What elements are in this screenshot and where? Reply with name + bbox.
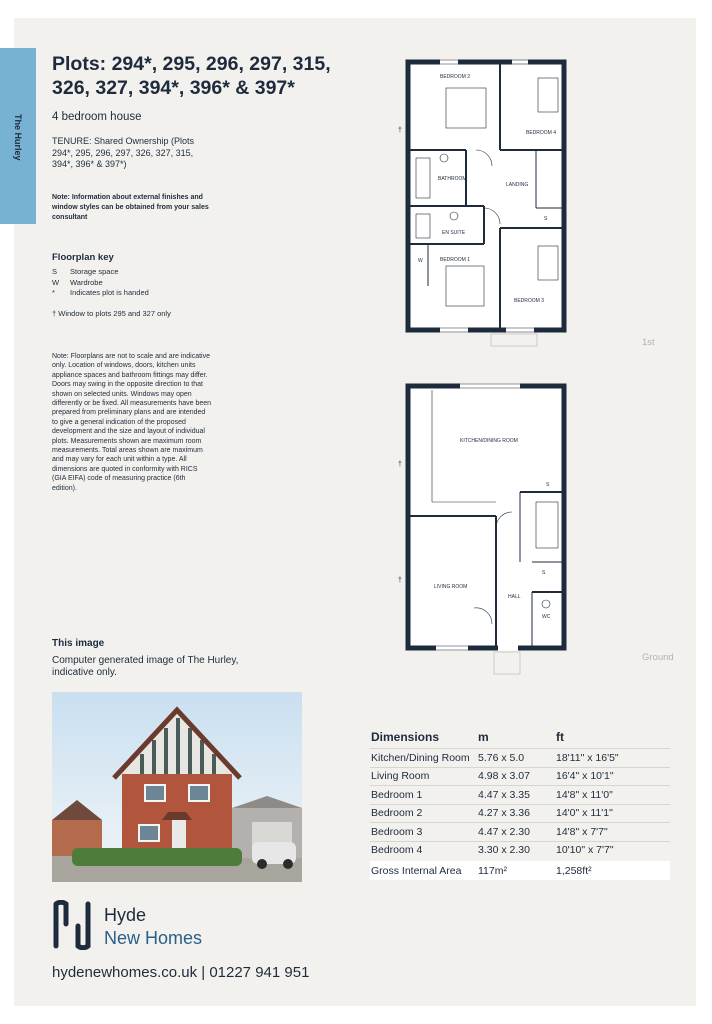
image-title: This image [52,638,105,649]
window-dagger: † [398,127,402,134]
table-row [370,785,670,804]
key-item [52,278,149,289]
room-imperial: 16'4" x 10'1" [556,770,614,783]
room-label-hall: HALL [508,594,521,600]
gross-internal-area-row [370,861,670,880]
room-name: Kitchen/Dining Room [371,751,470,764]
room-label-landing: LANDING [506,182,529,188]
tenure-text: TENURE: Shared Ownership (Plots 294*, 295, 296, 297, 326, 327, 315, 394*, 396* & 397*) [52,136,195,169]
key-symbol: S [52,267,58,276]
floor-label-first: 1st [642,337,655,348]
side-tab [0,48,36,224]
room-label-bedroom-2: BEDROOM 2 [440,74,471,80]
key-label: Indicates plot is handed [70,288,149,297]
room-label-living-room: LIVING ROOM [434,584,468,590]
logo-text-hyde: Hyde [104,905,147,925]
key-symbol: W [52,277,60,287]
floor-label-ground: Ground [642,652,674,663]
room-imperial: 14'8" x 7'7" [556,825,608,838]
key-label: Storage space [70,267,119,276]
first-floor-plan [396,58,576,348]
hyde-new-homes-logo [52,900,252,952]
key-item [52,267,149,278]
imperial-column-header: ft [556,730,564,744]
room-label-bedroom-3: BEDROOM 3 [514,298,545,304]
room-imperial: 14'0" x 11'1" [556,807,613,820]
metric-column-header: m [478,730,489,744]
gia-imperial: 1,258ft² [556,864,592,877]
room-label-wardrobe: W [418,258,423,264]
room-imperial: 10'10" x 7'7" [556,844,614,857]
room-name: Living Room [371,770,430,783]
key-symbol: * [52,288,55,297]
image-caption: Computer generated image of The Hurley, indicative only. [52,655,239,678]
room-name: Bedroom 1 [371,788,423,801]
ground-floor-plan [396,372,576,684]
room-label-storage: S [544,216,548,222]
hyde-logo-icon [52,900,92,950]
room-name: Bedroom 3 [371,825,423,838]
room-metric: 5.76 x 5.0 [478,751,525,764]
table-row [370,841,670,860]
room-imperial: 18'11" x 16'5" [556,751,619,764]
floorplan-key-title: Floorplan key [52,252,114,263]
window-note: † Window to plots 295 and 327 only [52,309,171,318]
room-label-kitchen-dining: KITCHEN/DINING ROOM [460,438,518,444]
room-label-storage-2: S [542,570,546,576]
room-name: Bedroom 2 [371,807,423,820]
key-item [52,288,149,299]
finishes-note: Note: Information about external finishes and window styles can be obtained from your sales consultant [52,194,209,221]
room-label-storage-1: S [546,482,550,488]
room-label-wc: WC [542,614,551,620]
room-metric: 4.47 x 2.30 [478,825,530,838]
house-type: 4 bedroom house [52,111,142,123]
dimensions-title: Dimensions [371,730,440,744]
window-dagger: † [398,461,402,468]
key-label: Wardrobe [70,277,103,287]
dimensions-header [370,726,670,748]
room-label-bedroom-4: BEDROOM 4 [526,130,557,136]
gia-metric: 117m² [478,864,507,877]
house-cgi-image [52,692,302,882]
window-dagger: † [398,577,402,584]
gia-label: Gross Internal Area [371,864,462,877]
logo-text-new-homes: New Homes [104,928,203,948]
table-row [370,748,670,767]
room-label-bedroom-1: BEDROOM 1 [440,257,471,263]
dimensions-table [370,726,670,880]
room-metric: 4.98 x 3.07 [478,770,530,783]
room-name: Bedroom 4 [371,844,423,857]
room-metric: 4.27 x 3.36 [478,807,530,820]
room-metric: 3.30 x 2.30 [478,844,530,857]
table-row [370,804,670,823]
disclaimer-text: Note: Floorplans are not to scale and are indicative only. Location of windows, doors, kitchen units appliance spaces and bathroom fittings may differ. Doors may swing in the opposite direction to that shown on selected units. Windows may open differently or be fixed. All measurements have been prepared from preliminary plans and are intended to give a general indication of the proposed development and the size and layout of individual plots. Measurements shown are maximum room measurements. Total areas shown are maximum and may vary for each unit within a type. All dimensions are quoted in conformity with RICS (GIA EIFA) code of measuring practice (6th edition). [52,353,212,492]
room-metric: 4.47 x 3.35 [478,788,530,801]
table-row [370,822,670,841]
room-label-bathroom: BATHROOM [438,176,467,182]
table-row [370,767,670,786]
room-label-en-suite: EN SUITE [442,230,466,236]
floorplan-key [52,267,149,299]
page-title: Plots: 294*, 295, 296, 297, 315, 326, 327, 394*, 396* & 397* [52,53,331,99]
room-imperial: 14'8" x 11'0" [556,788,613,801]
side-tab-label: The Hurley [13,114,23,161]
contact-details[interactable]: hydenewhomes.co.uk | 01227 941 951 [52,964,310,981]
